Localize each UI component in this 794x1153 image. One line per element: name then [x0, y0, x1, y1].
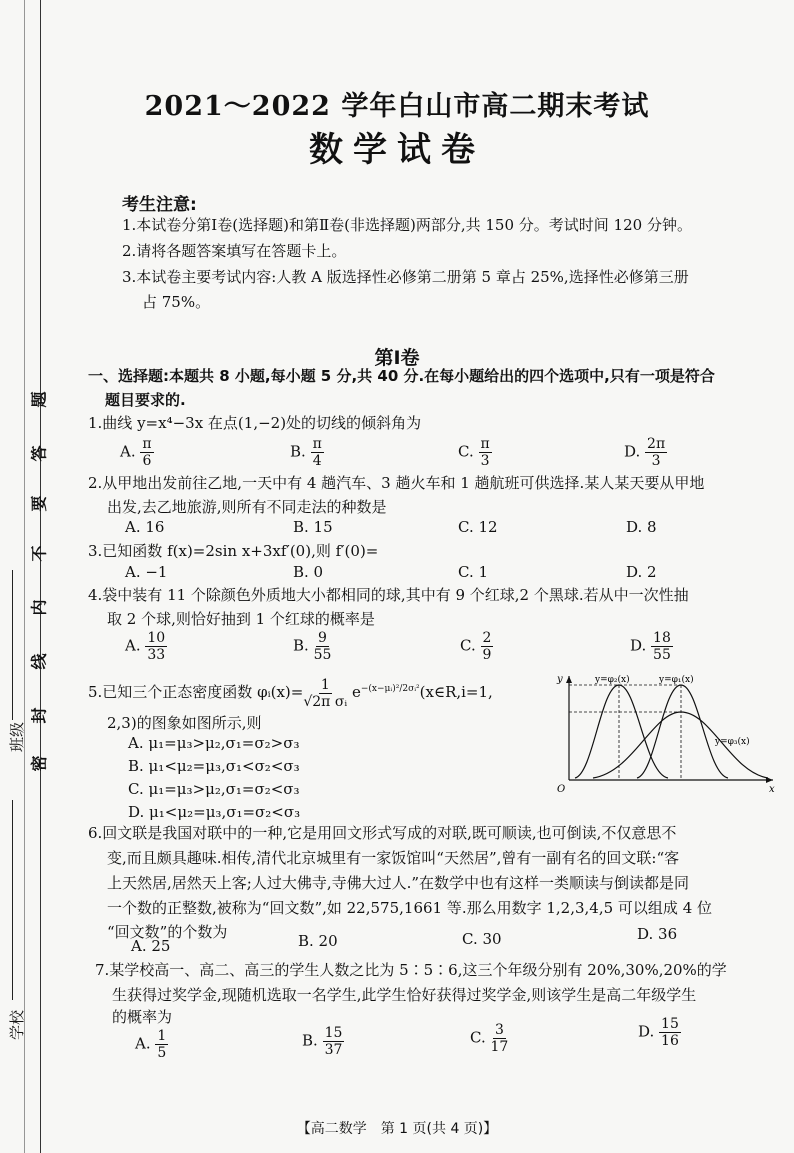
q4-stem-cont: 取 2 个球,则恰好抽到 1 个红球的概率是 — [107, 610, 375, 628]
binding-char-4: 不 — [29, 545, 49, 562]
school-label: 学校 — [8, 1009, 26, 1040]
q7-stem: 7.某学校高一、高二、高三的学生人数之比为 5∶5∶6,这三个年级分别有 20%,30%,20%的学 — [95, 961, 727, 979]
q7-stem-2: 生获得过奖学金,现随机选取一名学生,此学生恰好获得过奖学金,则该学生是高二年级学生 — [112, 986, 697, 1004]
q7-option-c: C. $\frac{3}{17}$ — [470, 1022, 509, 1055]
q5-option-d: D. μ₁<μ₂=μ₃,σ₁=σ₂<σ₃ — [128, 803, 301, 821]
class-label: 班级 — [8, 721, 26, 752]
q4-option-c: C. $\frac{2}{9}$ — [460, 630, 492, 663]
q3-option-d: D. 2 — [626, 563, 657, 581]
binding-line — [40, 0, 41, 1153]
q3-option-b: B. 0 — [293, 563, 324, 581]
x-axis-label: x — [769, 784, 775, 795]
q6-option-a: A. 25 — [131, 937, 171, 955]
q7-option-b: B. $\frac{15}{37}$ — [302, 1025, 343, 1058]
phi1-label: y=φ₁(x) — [659, 675, 694, 685]
binding-char-1: 题 — [29, 391, 49, 408]
section-title: 第Ⅰ卷 — [374, 347, 420, 369]
q6-option-d: D. 36 — [637, 925, 678, 943]
normal-curves-figure — [553, 672, 778, 797]
origin-label: O — [557, 784, 566, 795]
q5-option-b: B. μ₁<μ₂=μ₃,σ₁<σ₂<σ₃ — [128, 757, 300, 775]
q7-stem-3: 的概率为 — [112, 1008, 173, 1026]
q6-option-c: C. 30 — [462, 930, 502, 948]
q1-option-c: C. $\frac{\pi}{3}$ — [458, 436, 490, 469]
y-axis-label: y — [557, 674, 563, 685]
q3-option-c: C. 1 — [458, 563, 489, 581]
q5-option-c: C. μ₁=μ₃>μ₂,σ₁=σ₂<σ₃ — [128, 780, 300, 798]
q5-option-a: A. μ₁=μ₃>μ₂,σ₁=σ₂>σ₃ — [128, 734, 300, 752]
binding-outer-line — [24, 0, 25, 1153]
q2-option-d: D. 8 — [626, 518, 657, 536]
notice-item-1: 1.本试卷分第Ⅰ卷(选择题)和第Ⅱ卷(非选择题)两部分,共 150 分。考试时间 120 分钟。 — [122, 216, 692, 234]
exam-title: 2021～2022 学年白山市高二期末考试 — [144, 91, 650, 122]
q4-option-b: B. $\frac{9}{55}$ — [293, 630, 332, 663]
q7-option-d: D. $\frac{15}{16}$ — [638, 1016, 679, 1049]
notice-item-3-cont: 占 75%。 — [142, 293, 211, 311]
binding-char-2: 答 — [29, 445, 49, 462]
q2-option-a: A. 16 — [125, 518, 165, 536]
q1-stem: 1.曲线 y=x⁴−3x 在点(1,−2)处的切线的倾斜角为 — [88, 414, 422, 432]
q4-option-d: D. $\frac{18}{55}$ — [630, 630, 671, 663]
q6-stem-5: “回文数”的个数为 — [107, 923, 228, 941]
q2-option-c: C. 12 — [458, 518, 498, 536]
q3-option-a: A. −1 — [125, 563, 168, 581]
section-intro: 一、选择题:本题共 8 小题,每小题 5 分,共 40 分.在每小题给出的四个选项中,只有一项是符合 — [88, 367, 715, 385]
q5-stem-cont: 2,3)的图象如图所示,则 — [107, 714, 262, 732]
q3-stem: 3.已知函数 f(x)=2sin x+3xf′(0),则 f′(0)= — [88, 542, 379, 560]
q1-option-d: D. $\frac{2\pi}{3}$ — [624, 436, 666, 469]
q6-stem: 6.回文联是我国对联中的一种,它是用回文形式写成的对联,既可顺读,也可倒读,不仅意思不 — [88, 824, 677, 842]
notice-heading: 考生注意: — [122, 195, 197, 215]
q7-option-a: A. $\frac{1}{5}$ — [135, 1028, 167, 1061]
q5-stem: 5.已知三个正态密度函数 φᵢ(x)= $\frac{1}{\text{√2π σᵢ}}$ $e^{-(x-\mu ᵢ)^2/2\sigma ᵢ^2}(x\in R,i=1$, — [88, 676, 493, 710]
q6-stem-4: 一个数的正整数,被称为“回文数”,如 22,575,1661 等.那么用数字 1,2,3,4,5 可以组成 4 位 — [107, 899, 713, 917]
exam-subtitle: 数学试卷 — [309, 130, 485, 170]
school-blank — [12, 800, 13, 1000]
binding-char-8: 密 — [29, 755, 49, 772]
q6-option-b: B. 20 — [298, 932, 338, 950]
notice-item-2: 2.请将各题答案填写在答题卡上。 — [122, 242, 347, 260]
q6-stem-2: 变,而且颇具趣味.相传,清代北京城里有一家饭馆叫“天然居”,曾有一副有名的回文联:“客 — [107, 849, 680, 867]
q1-option-b: B. $\frac{\pi}{4}$ — [290, 436, 322, 469]
binding-char-6: 线 — [29, 653, 49, 670]
q1-option-a: A. $\frac{\pi}{6}$ — [120, 436, 152, 469]
q2-stem: 2.从甲地出发前往乙地,一天中有 4 趟汽车、3 趟火车和 1 趟航班可供选择.某人某天要从甲地 — [88, 474, 705, 492]
binding-char-7: 封 — [29, 707, 49, 724]
phi3-label: y=φ₃(x) — [715, 737, 750, 747]
class-blank — [12, 570, 13, 720]
notice-item-3: 3.本试卷主要考试内容:人教 A 版选择性必修第二册第 5 章占 25%,选择性必修第三册 — [122, 268, 689, 286]
q6-stem-3: 上天然居,居然天上客;人过大佛寺,寺佛大过人.”在数学中也有这样一类顺读与倒读都是同 — [107, 874, 690, 892]
section-intro-cont: 题目要求的. — [105, 391, 186, 409]
q2-stem-cont: 出发,去乙地旅游,则所有不同走法的种数是 — [107, 498, 387, 516]
binding-char-5: 内 — [29, 599, 49, 616]
page-footer: 【高二数学 第 1 页(共 4 页)】 — [296, 1121, 498, 1137]
q4-option-a: A. $\frac{10}{33}$ — [125, 630, 166, 663]
q4-stem: 4.袋中装有 11 个除颜色外质地大小都相同的球,其中有 9 个红球,2 个黑球.若从中一次性抽 — [88, 586, 689, 604]
phi2-label: y=φ₂(x) — [595, 675, 630, 685]
binding-char-3: 要 — [29, 495, 49, 512]
q2-option-b: B. 15 — [293, 518, 333, 536]
